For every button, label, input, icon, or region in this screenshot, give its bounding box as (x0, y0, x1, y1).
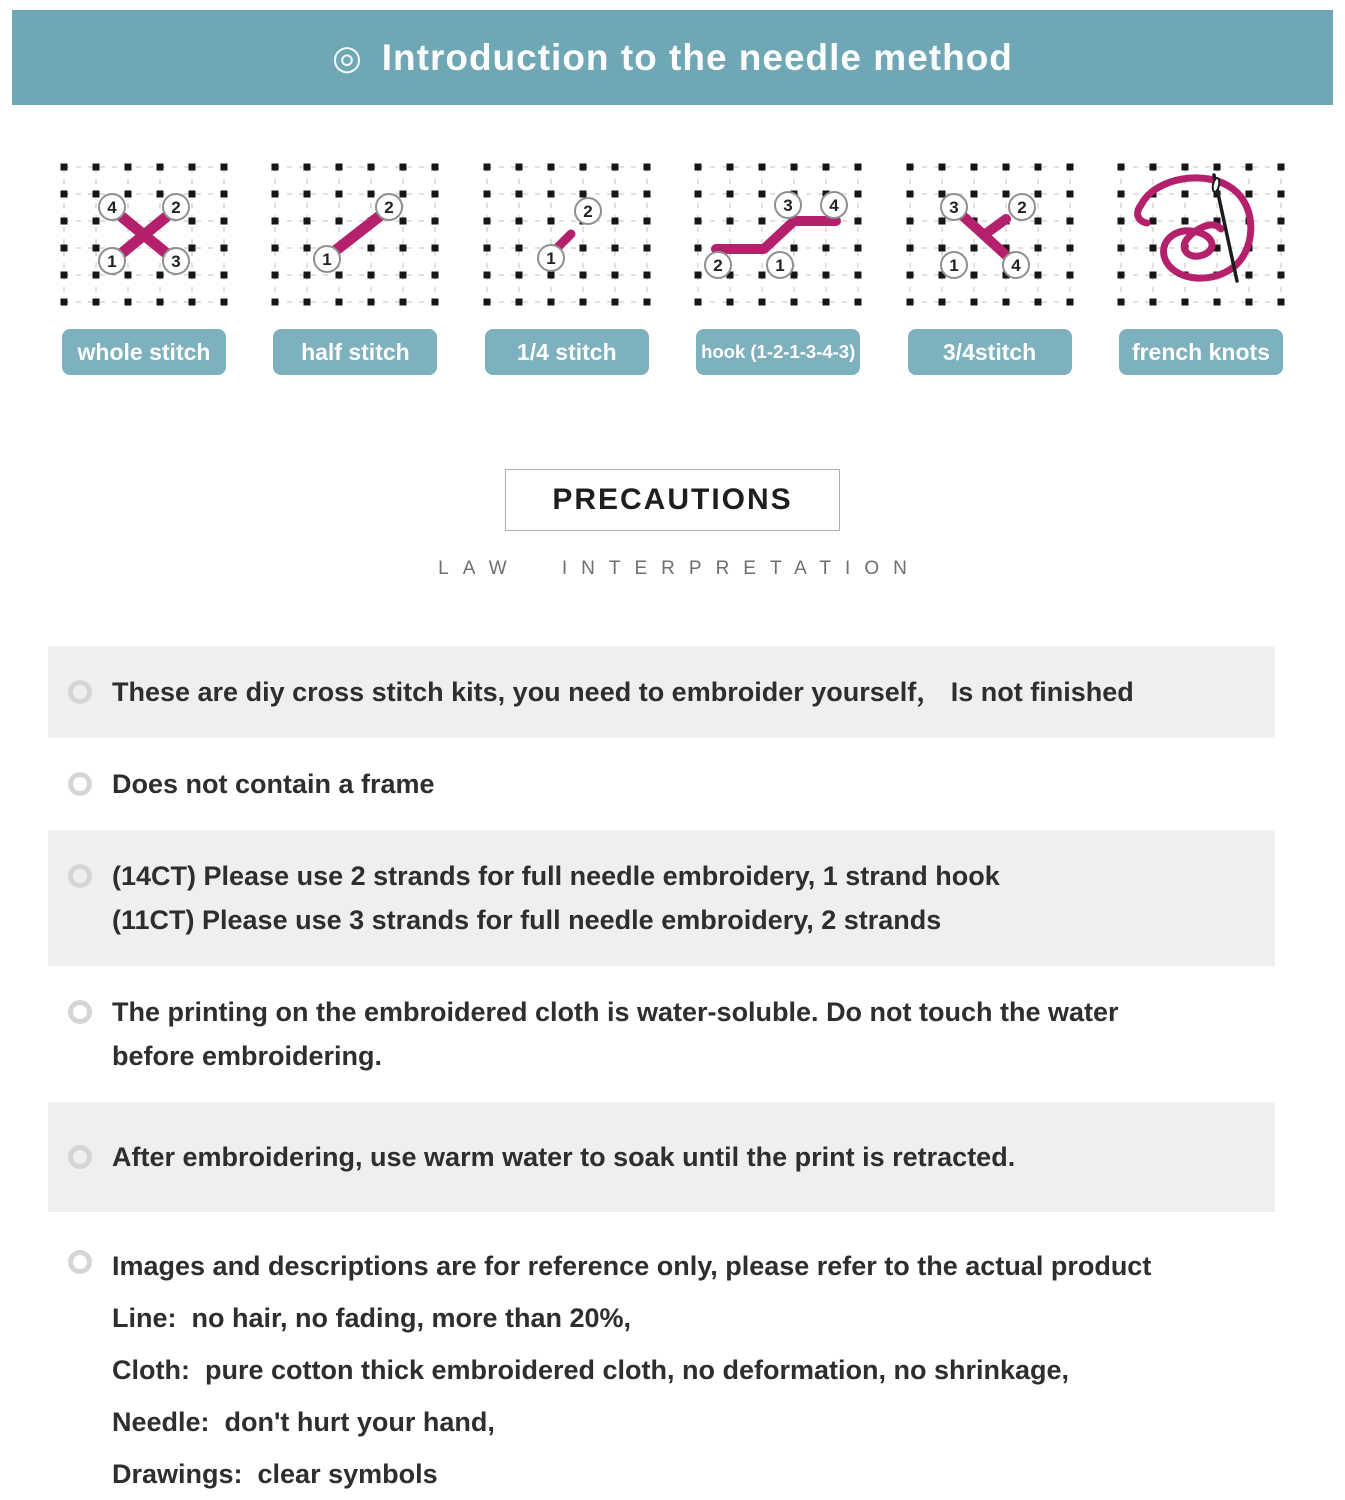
text-line: These are diy cross stitch kits, you need to embroider yourself， Is not finished (112, 677, 1134, 707)
text-line: Cloth: pure cotton thick embroidered cloth, no deformation, no shrinkage, (112, 1355, 1070, 1385)
precautions-box (505, 469, 839, 531)
svg-text:4: 4 (107, 198, 117, 217)
stitch-label-3-4stitch: 3/4stitch (908, 329, 1072, 375)
ring-bullet-icon (68, 772, 92, 796)
precaution-item (48, 738, 1275, 830)
svg-text:2: 2 (713, 256, 723, 275)
text-line: Images and descriptions are for reference only, please refer to the actual product (112, 1251, 1152, 1281)
svg-text:2: 2 (171, 198, 181, 217)
precaution-text (112, 1240, 1275, 1500)
precaution-text (112, 854, 1275, 942)
precautions-section (0, 469, 1345, 580)
precaution-item (48, 646, 1275, 738)
svg-text:4: 4 (829, 196, 839, 215)
text-line: Needle: don't hurt your hand, (112, 1407, 495, 1437)
precautions-title: PRECAUTIONS (552, 483, 793, 516)
stitch-label-french-knots: french knots (1119, 329, 1283, 375)
ring-bullet-icon (68, 1145, 92, 1169)
stitch-grid-icon (692, 161, 864, 311)
precaution-item (48, 830, 1275, 966)
precaution-item (48, 1216, 1275, 1500)
text-line: before embroidering. (112, 1041, 383, 1071)
svg-text:1: 1 (546, 249, 556, 268)
precaution-item (48, 966, 1275, 1102)
french-knot-swirl-icon (1115, 161, 1287, 311)
ring-bullet-icon (68, 1250, 92, 1274)
svg-text:1: 1 (775, 256, 785, 275)
svg-text:3: 3 (171, 252, 181, 271)
bullseye-icon: ◎ (332, 38, 362, 77)
stitch-diagram-1-4-stitch (481, 161, 653, 375)
precaution-text (112, 990, 1275, 1078)
precaution-list (48, 646, 1275, 1500)
svg-text:4: 4 (1010, 256, 1021, 275)
stitch-diagram-hook-1-2-1-3-4-3 (692, 161, 864, 375)
stitch-grid-icon (269, 161, 441, 311)
stitch-grid-icon (481, 161, 653, 311)
svg-text:1: 1 (948, 256, 959, 275)
stitch-label-1-4-stitch: 1/4 stitch (485, 329, 649, 375)
precaution-text (112, 670, 1275, 714)
ring-bullet-icon (68, 680, 92, 704)
precaution-text (112, 762, 1275, 806)
text-line: After embroidering, use warm water to soak until the print is retracted. (112, 1142, 1016, 1172)
svg-text:2: 2 (384, 198, 395, 217)
stitch-diagram-3-4stitch (904, 161, 1076, 375)
text-line: (14CT) Please use 2 strands for full needle embroidery, 1 strand hook (112, 861, 1000, 891)
stitch-diagram-half-stitch (269, 161, 441, 375)
svg-text:3: 3 (783, 196, 793, 215)
svg-text:2: 2 (583, 202, 593, 221)
svg-text:2: 2 (1016, 198, 1027, 217)
precautions-subtitle: LAW INTERPRETATION (438, 558, 921, 579)
text-line: Line: no hair, no fading, more than 20%, (112, 1303, 632, 1333)
ring-bullet-icon (68, 864, 92, 888)
precaution-text (112, 1135, 1275, 1179)
stitch-grid-icon (58, 161, 230, 311)
page-title: Introduction to the needle method (381, 36, 1013, 78)
stitch-label-hook-1-2-1-3-4-3: hook (1-2-1-3-4-3) (696, 329, 860, 375)
ring-bullet-icon (68, 1000, 92, 1024)
stitch-label-half-stitch: half stitch (273, 329, 437, 375)
stitch-label-whole-stitch: whole stitch (62, 329, 226, 375)
header-banner (12, 10, 1333, 105)
svg-text:3: 3 (948, 198, 959, 217)
stitch-grid-icon (904, 161, 1076, 311)
text-line: The printing on the embroidered cloth is water-soluble. Do not touch the water (112, 997, 1119, 1027)
stitch-diagram-french-knots (1115, 161, 1287, 375)
svg-text:1: 1 (107, 252, 117, 271)
precaution-item (48, 1102, 1275, 1212)
stitch-diagram-whole-stitch (58, 161, 230, 375)
stitch-diagrams (0, 161, 1345, 375)
svg-text:1: 1 (322, 250, 333, 269)
text-line: (11CT) Please use 3 strands for full needle embroidery, 2 strands (112, 905, 942, 935)
text-line: Drawings: clear symbols (112, 1459, 438, 1489)
text-line: Does not contain a frame (112, 769, 435, 799)
